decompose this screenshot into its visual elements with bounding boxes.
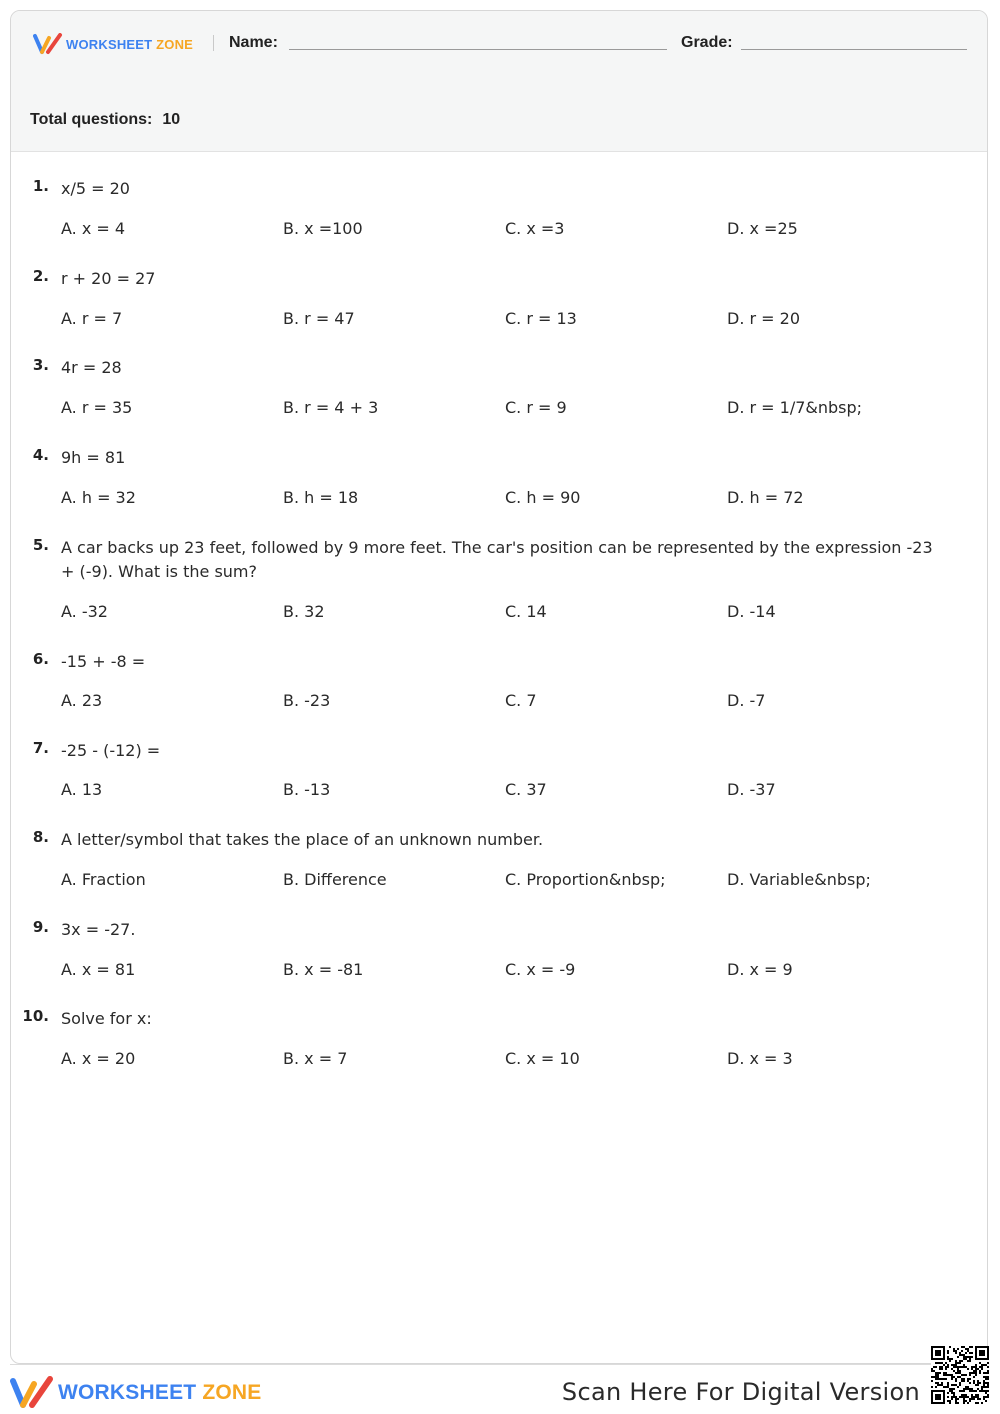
option-d: D. -7 (727, 691, 766, 710)
option-c: C. r = 9 (505, 398, 567, 417)
question-text: A letter/symbol that takes the place of an unknown number. (61, 830, 544, 849)
question-text: x/5 = 20 (61, 179, 130, 198)
worksheet-sheet (10, 10, 988, 1364)
option-c: C. Proportion&nbsp; (505, 870, 666, 889)
checkmark-logo-icon (33, 33, 63, 55)
name-field-line[interactable] (289, 49, 667, 50)
qr-code-icon[interactable] (931, 1346, 989, 1404)
grade-label: Grade: (681, 34, 733, 51)
option-c: C. 7 (505, 691, 537, 710)
option-d: D. r = 20 (727, 309, 801, 328)
question-number: 2. (32, 267, 49, 285)
name-label: Name: (229, 34, 278, 51)
scan-text: Scan Here For Digital Version (561, 1378, 920, 1406)
option-b: B. 32 (283, 602, 325, 621)
grade-field-line[interactable] (741, 49, 967, 50)
total-questions-label: Total questions: (30, 111, 153, 128)
footer-brand-logo (10, 1373, 262, 1413)
option-a: A. Fraction (61, 870, 146, 889)
option-c: C. h = 90 (505, 488, 581, 507)
option-d: D. h = 72 (727, 488, 804, 507)
question-text: -15 + -8 = (61, 652, 146, 671)
option-d: D. x = 9 (727, 960, 793, 979)
question-text: r + 20 = 27 (61, 269, 156, 288)
question-text: -25 - (-12) = (61, 741, 161, 760)
question-text: 4r = 28 (61, 358, 122, 377)
option-b: B. r = 47 (283, 309, 355, 328)
option-d: D. -14 (727, 602, 776, 621)
option-a: A. -32 (61, 602, 108, 621)
header-divider (213, 35, 214, 51)
option-b: B. r = 4 + 3 (283, 398, 379, 417)
question-number: 4. (32, 446, 49, 464)
total-questions (30, 111, 180, 129)
option-b: B. x =100 (283, 219, 363, 238)
option-c: C. 37 (505, 780, 547, 799)
option-a: A. x = 81 (61, 960, 136, 979)
option-c: C. x =3 (505, 219, 565, 238)
option-a: A. r = 7 (61, 309, 123, 328)
option-b: B. -23 (283, 691, 331, 710)
question-number: 6. (32, 650, 49, 668)
option-d: D. x = 3 (727, 1049, 793, 1068)
footer-divider (10, 1364, 988, 1365)
question-number: 8. (32, 828, 49, 846)
question-text: Solve for x: (61, 1009, 152, 1028)
option-b: B. x = -81 (283, 960, 364, 979)
option-a: A. 13 (61, 780, 103, 799)
worksheet-header (11, 11, 987, 152)
question-number: 10. (22, 1007, 49, 1025)
question-number: 5. (32, 536, 49, 554)
option-c: C. r = 13 (505, 309, 577, 328)
option-a: A. 23 (61, 691, 103, 710)
option-b: B. h = 18 (283, 488, 359, 507)
option-c: C. 14 (505, 602, 547, 621)
question-number: 9. (32, 918, 49, 936)
question-text: A car backs up 23 feet, followed by 9 more feet. The car's position can be represented by the expression -23 + (-9). What is the sum? (61, 538, 933, 581)
brand-logo-text: WORKSHEET ZONE (66, 36, 194, 52)
option-d: D. r = 1/7&nbsp; (727, 398, 863, 417)
option-d: D. -37 (727, 780, 776, 799)
option-a: A. h = 32 (61, 488, 136, 507)
question-number: 7. (32, 739, 49, 757)
question-number: 1. (32, 177, 49, 195)
option-c: C. x = 10 (505, 1049, 580, 1068)
brand-logo (33, 31, 193, 57)
question-text: 3x = -27. (61, 920, 136, 939)
option-a: A. x = 4 (61, 219, 126, 238)
question-text: 9h = 81 (61, 448, 126, 467)
checkmark-logo-icon (10, 1376, 54, 1410)
option-a: A. r = 35 (61, 398, 133, 417)
option-c: C. x = -9 (505, 960, 576, 979)
total-questions-value: 10 (162, 111, 181, 128)
footer-brand-logo-text: WORKSHEET ZONE (58, 1381, 262, 1404)
question-number: 3. (32, 356, 49, 374)
option-b: B. Difference (283, 870, 387, 889)
option-b: B. x = 7 (283, 1049, 348, 1068)
option-b: B. -13 (283, 780, 331, 799)
option-d: D. Variable&nbsp; (727, 870, 871, 889)
option-a: A. x = 20 (61, 1049, 136, 1068)
option-d: D. x =25 (727, 219, 798, 238)
